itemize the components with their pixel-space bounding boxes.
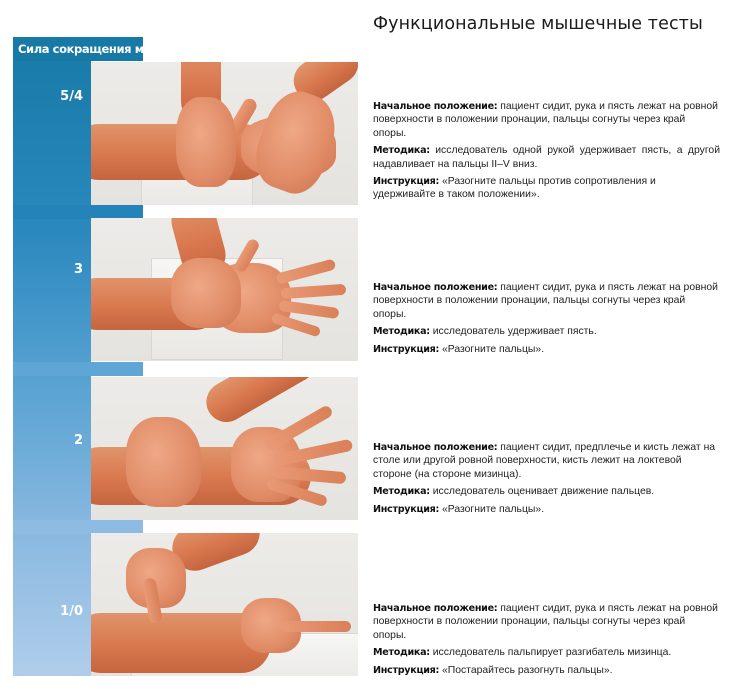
instruction (373, 175, 720, 202)
grade-label: 5/4 (60, 89, 83, 104)
method (373, 646, 720, 659)
start-position (373, 100, 720, 140)
band-strip (13, 362, 143, 376)
start-position (373, 602, 720, 642)
method-label: Методика: (373, 326, 430, 338)
instruction-label: Инструкция: (373, 343, 440, 355)
hand-test-photo-gravity-eliminated (91, 377, 358, 520)
start-position-label: Начальное положение: (373, 101, 498, 112)
instruction (373, 664, 720, 677)
start-position-label: Начальное положение: (373, 282, 498, 293)
method-text: исследователь пальпирует разгибатель мизинца. (429, 647, 672, 659)
start-position-label: Начальное положение: (373, 442, 498, 453)
instruction (373, 343, 720, 356)
method (373, 325, 720, 338)
test-description-grade-2 (373, 441, 720, 520)
start-position-text: пациент сидит, рука и пясть лежат на ровной поверхности в положении пронации, пальцы согнуты через край опоры. (373, 282, 718, 320)
instruction-text: «Разогните пальцы против сопротивления и удерживайте в таком положении». (373, 176, 656, 201)
muscle-strength-band (13, 37, 91, 676)
instruction (373, 503, 720, 516)
start-position-text: пациент сидит, предплечье и кисть лежат на столе или другой ровной поверхности, кисть лежит на локтевой стороне (на стороне мизинца). (373, 442, 716, 480)
instruction-text: «Разогните пальцы». (439, 343, 545, 355)
method-label: Методика: (373, 486, 430, 498)
method-text: исследователь оценивает движение пальцев. (429, 486, 655, 498)
method-label: Методика: (373, 647, 430, 659)
start-position-text: пациент сидит, рука и пясть лежат на ровной поверхности в положении пронации, пальцы согнуты через край опоры. (373, 603, 718, 641)
muscle-strength-header: Сила сокращения мышц (18, 42, 174, 56)
method-text: исследователь одной рукой удерживает пясть, а другой надавливает на пальцы II–V вниз. (373, 145, 720, 170)
grade-label: 3 (73, 262, 83, 277)
start-position (373, 281, 720, 321)
method-label: Методика: (373, 145, 430, 157)
page-title: Функциональные мышечные тесты (373, 14, 703, 34)
hand-test-photo-resisted-extension (91, 62, 358, 205)
hand-test-photo-active-extension (91, 218, 358, 361)
start-position-text: пациент сидит, рука и пясть лежат на ровной поверхности в положении пронации, пальцы согнуты через край опоры. (373, 101, 718, 139)
instruction-text: «Постарайтесь разогнуть пальцы». (439, 664, 613, 676)
grade-label: 2 (73, 433, 83, 448)
start-position (373, 441, 720, 481)
test-description-grade-3 (373, 281, 720, 360)
method-text: исследователь удерживает пясть. (429, 326, 597, 338)
band-strip (13, 205, 143, 219)
test-description-grade-1-0 (373, 602, 720, 681)
band-strip (13, 520, 143, 534)
hand-test-photo-palpation (91, 533, 358, 676)
method (373, 144, 720, 171)
grade-label: 1/0 (60, 604, 83, 619)
instruction-label: Инструкция: (373, 176, 440, 188)
instruction-text: «Разогните пальцы». (439, 503, 545, 515)
instruction-label: Инструкция: (373, 664, 440, 676)
instruction-label: Инструкция: (373, 503, 440, 515)
test-description-grade-5-4 (373, 100, 720, 206)
start-position-label: Начальное положение: (373, 603, 498, 614)
method (373, 485, 720, 498)
